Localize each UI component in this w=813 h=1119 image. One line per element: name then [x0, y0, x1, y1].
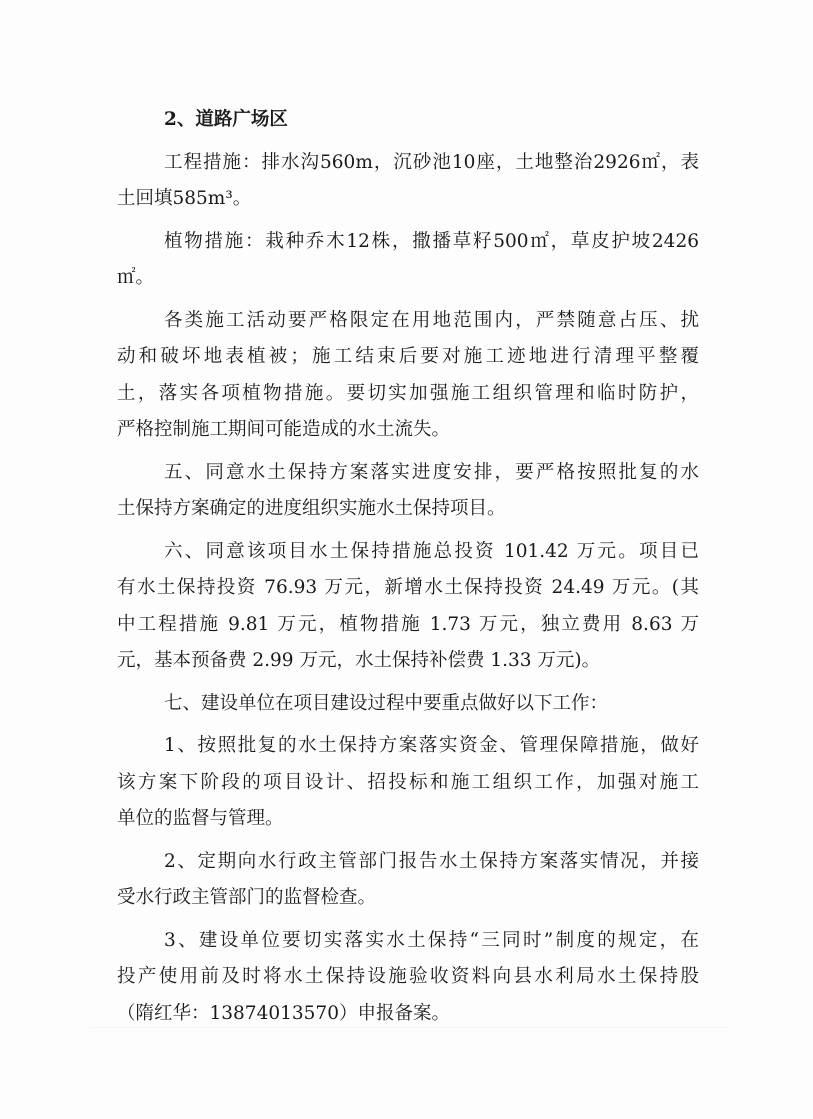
section-heading: 2、道路广场区	[164, 109, 288, 130]
document-body	[117, 102, 699, 1032]
paragraph-line: 元，基本预备费 2.99 万元，水土保持补偿费 1.33 万元)。	[117, 650, 601, 671]
paragraph-subitem-3	[117, 923, 699, 1033]
paragraph-line: 受水行政主管部门的监督检查。	[117, 887, 377, 908]
paragraph-subitem-1	[117, 728, 699, 838]
paragraph-line: 土，落实各项植物措施。要切实加强施工组织管理和临时防护，	[117, 382, 699, 404]
paragraph-line: 1、按照批复的水土保持方案落实资金、管理保障措施，做好	[164, 735, 699, 756]
paragraph-line: 有水土保持投资 76.93 万元，新增水土保持投资 24.49 万元。(其	[117, 577, 699, 598]
paragraph-item-five	[117, 455, 699, 528]
paragraph-line: 土回填585m³。	[117, 188, 252, 209]
paragraph-line: 各类施工活动要严格限定在用地范围内，严禁随意占压、扰	[164, 309, 699, 331]
paragraph-line: ㎡。	[117, 267, 155, 288]
paragraph-line: 植物措施：栽种乔木12株，撒播草籽500㎡，草皮护坡2426	[164, 230, 699, 252]
paragraph-line: 单位的监督与管理。	[117, 808, 284, 829]
paragraph-plant-measures	[117, 224, 699, 297]
paragraph-line: 动和破坏地表植被；施工结束后要对施工迹地进行清理平整覆	[117, 346, 699, 367]
paragraph-subitem-2	[117, 844, 699, 917]
paragraph-line: 该方案下阶段的项目设计、招投标和施工组织工作，加强对施工	[117, 771, 699, 793]
paragraph-engineering-measures	[117, 145, 699, 218]
paragraph-line: 严格控制施工期间可能造成的水土流失。	[117, 419, 451, 440]
paragraph-line: 工程措施：排水沟560m，沉砂池10座，土地整治2926㎡，表	[164, 151, 699, 173]
paragraph-line: 2、定期向水行政主管部门报告水土保持方案落实情况，并接	[164, 850, 699, 872]
paragraph-item-six	[117, 534, 699, 680]
paragraph-line: （隋红华：13874013570）申报备案。	[117, 1002, 450, 1024]
paragraph-line: 土保持方案确定的进度组织实施水土保持项目。	[117, 498, 506, 519]
paragraph-line: 3、建设单位要切实落实水土保持“三同时”制度的规定，在	[164, 929, 699, 951]
paragraph-line: 七、建设单位在项目建设过程中要重点做好以下工作：	[164, 692, 609, 714]
paragraph-line: 中工程措施 9.81 万元，植物措施 1.73 万元，独立费用 8.63 万	[117, 613, 699, 635]
paragraph-line: 投产使用前及时将水土保持设施验收资料向县水利局水土保持股	[117, 966, 699, 987]
paragraph-construction-activities	[117, 303, 699, 449]
paragraph-line: 六、同意该项目水土保持措施总投资 101.42 万元。项目已	[164, 540, 699, 562]
paragraph-line: 五、同意水土保持方案落实进度安排，要严格按照批复的水	[164, 461, 699, 483]
paragraph-item-seven	[117, 686, 699, 723]
